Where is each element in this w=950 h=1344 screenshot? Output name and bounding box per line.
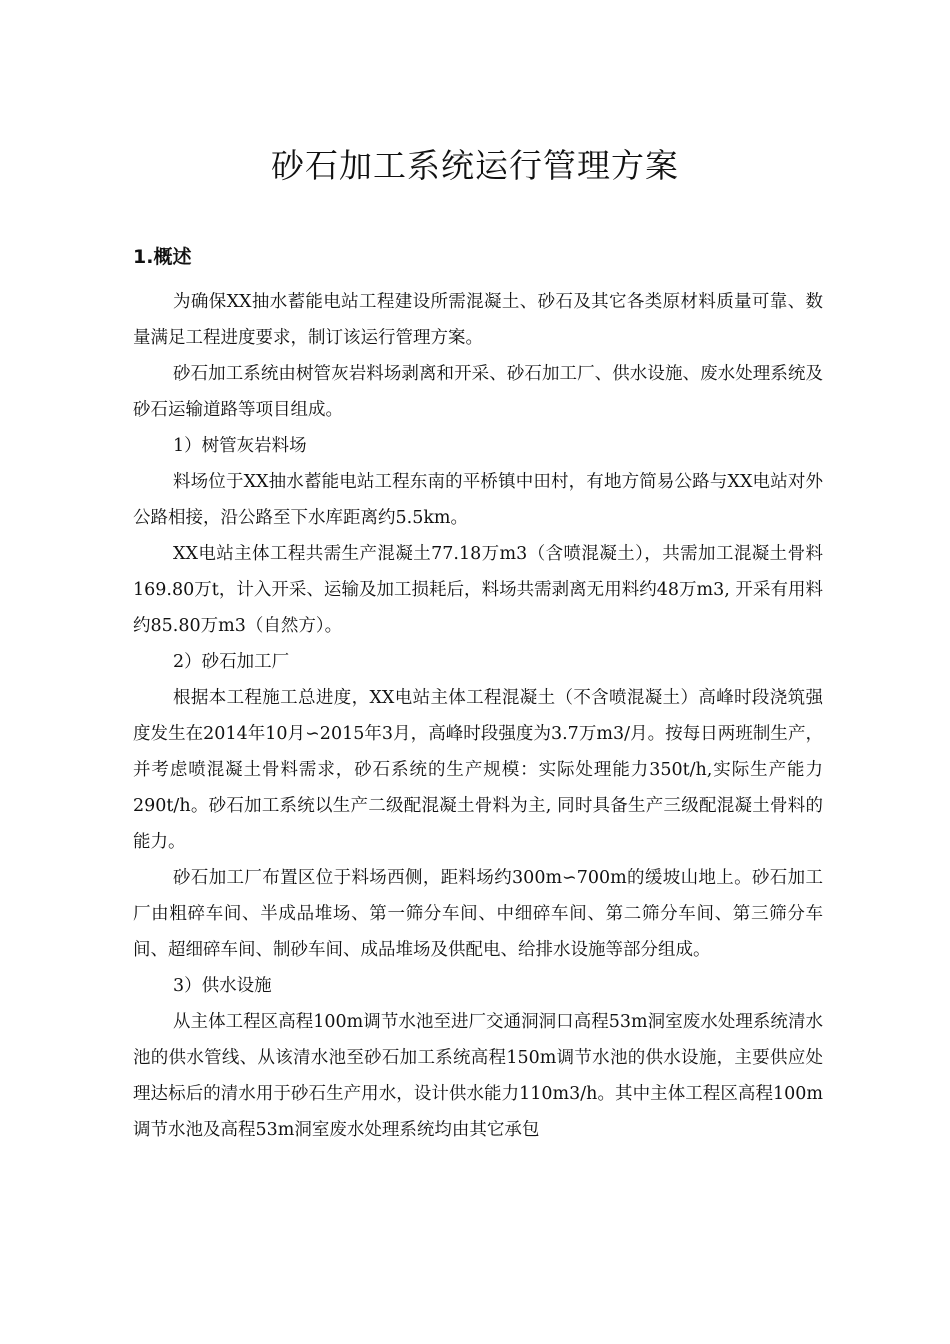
paragraph-plant-layout: 砂石加工厂布置区位于料场西侧，距料场约300m∽700m的缓坡山地上。砂石加工厂由粗碎车间、半成品堆场、第一筛分车间、中细碎车间、第二筛分车间、第三筛分车间、超细碎车间、制砂车间、成品堆场及供配电、给排水设施等部分组成。 [133, 868, 823, 960]
document-body [133, 284, 823, 1148]
subheading-water-supply: 3）供水设施 [173, 976, 272, 996]
section-heading-overview: 1.概述 [133, 246, 192, 268]
paragraph-plant-capacity: 根据本工程施工总进度，XX电站主体工程混凝土（不含喷混凝土）高峰时段浇筑强度发生在2014年10月∽2015年3月，高峰时段强度为3.7万m3/月。按每日两班制生产，并考虑喷混凝土骨料需求，砂石系统的生产规模：实际处理能力350t/h,实际生产能力290t/h。砂石加工系统以生产二级配混凝土骨料为主, 同时具备生产三级配混凝土骨料的能力。 [133, 688, 823, 852]
paragraph-water-supply: 从主体工程区高程100m调节水池至进厂交通洞洞口高程53m洞室废水处理系统清水池的供水管线、从该清水池至砂石加工系统高程150m调节水池的供水设施，主要供应处理达标后的清水用于砂石生产用水，设计供水能力110m3/h。其中主体工程区高程100m调节水池及高程53m洞室废水处理系统均由其它承包 [133, 1012, 823, 1140]
paragraph-purpose: 为确保XX抽水蓄能电站工程建设所需混凝土、砂石及其它各类原材料质量可靠、数量满足工程进度要求，制订该运行管理方案。 [133, 292, 823, 348]
subheading-processing-plant: 2）砂石加工厂 [173, 652, 290, 672]
document-title: 砂石加工系统运行管理方案 [271, 146, 679, 185]
paragraph-quarry-location: 料场位于XX抽水蓄能电站工程东南的平桥镇中田村，有地方简易公路与XX电站对外公路相接，沿公路至下水库距离约5.5km。 [133, 472, 823, 528]
subheading-quarry: 1）树管灰岩料场 [173, 436, 307, 456]
paragraph-quarry-volumes: XX电站主体工程共需生产混凝土77.18万m3（含喷混凝土），共需加工混凝土骨料169.80万t，计入开采、运输及加工损耗后，料场共需剥离无用料约48万m3, 开采有用料约85.80万m3（自然方）。 [133, 544, 823, 636]
paragraph-system-composition: 砂石加工系统由树管灰岩料场剥离和开采、砂石加工厂、供水设施、废水处理系统及砂石运输道路等项目组成。 [133, 364, 823, 420]
